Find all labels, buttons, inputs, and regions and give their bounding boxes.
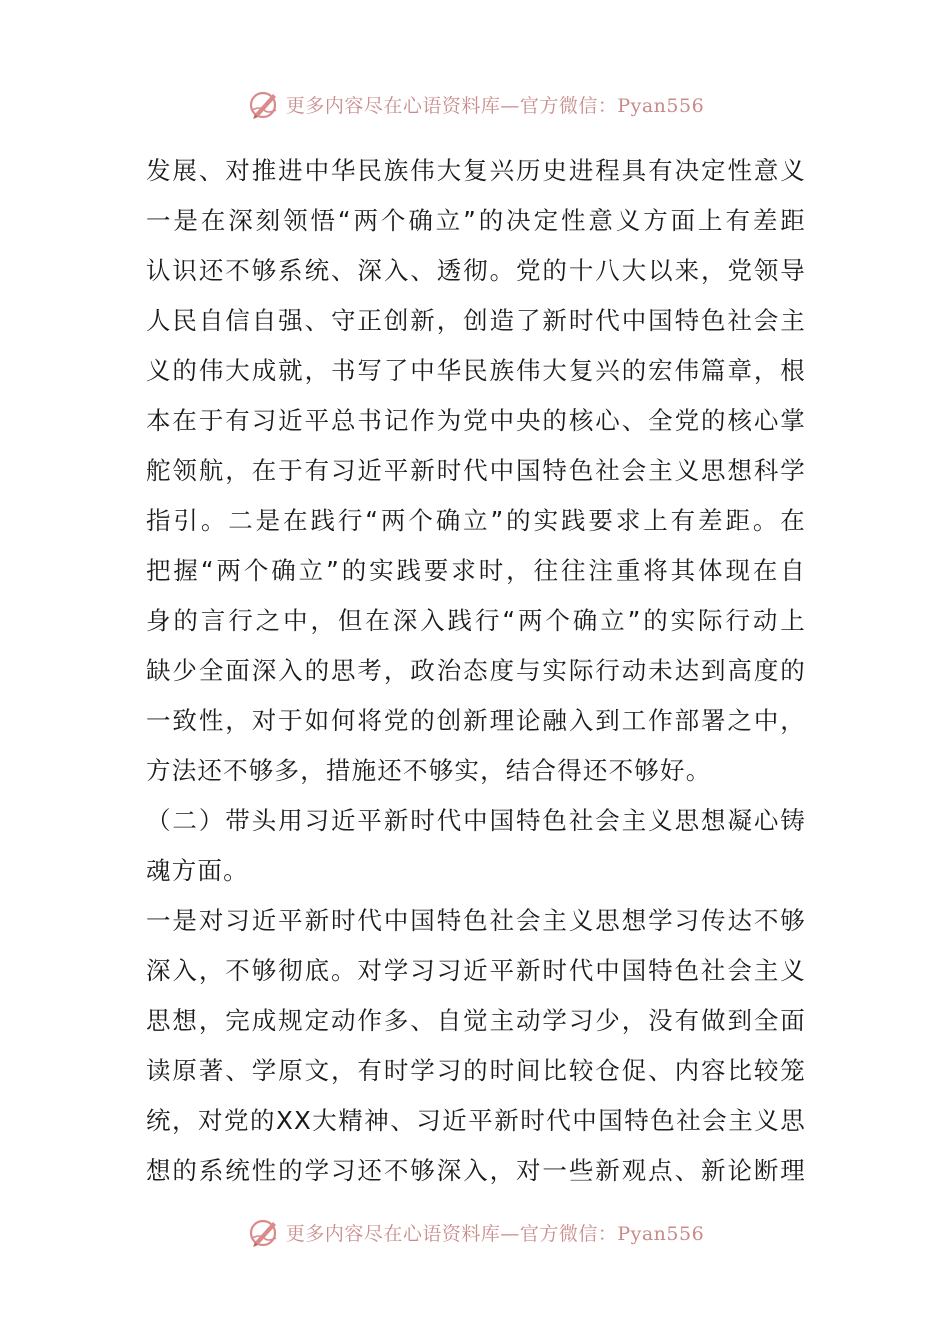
pen-logo-icon bbox=[246, 1214, 282, 1250]
text-line: 统，对党的XX大精神、习近平新时代中国特色社会主义思 bbox=[146, 1106, 806, 1135]
footer-banner bbox=[0, 1212, 950, 1252]
text-line: 一致性，对于如何将党的创新理论融入到工作部署之中， bbox=[146, 706, 806, 735]
text-line: 人民自信自强、守正创新，创造了新时代中国特色社会主 bbox=[146, 306, 806, 335]
text-line: 指引。二是在践行“两个确立”的实践要求上有差距。在 bbox=[146, 506, 806, 535]
text-line: 认识还不够系统、深入、透彻。党的十八大以来，党领导 bbox=[146, 256, 806, 285]
text-line: 发展、对推进中华民族伟大复兴历史进程具有决定性意义 bbox=[146, 156, 806, 185]
text-line: 义的伟大成就，书写了中华民族伟大复兴的宏伟篇章，根 bbox=[146, 356, 806, 385]
text-line: 方法还不够多，措施还不够实，结合得还不够好。 bbox=[146, 756, 712, 785]
section-heading-line: （二）带头用习近平新时代中国特色社会主义思想凝心铸 bbox=[146, 806, 806, 835]
header-banner bbox=[0, 84, 950, 124]
text-line: 想的系统性的学习还不够深入，对一些新观点、新论断理 bbox=[146, 1156, 806, 1185]
text-line: 缺少全面深入的思考，政治态度与实际行动未达到高度的 bbox=[146, 656, 806, 685]
text-line: 把握“两个确立”的实践要求时，往往注重将其体现在自 bbox=[146, 556, 806, 585]
text-line: 深入，不够彻底。对学习习近平新时代中国特色社会主义 bbox=[146, 956, 806, 985]
pen-logo-icon bbox=[246, 86, 282, 122]
text-line: 读原著、学原文，有时学习的时间比较仓促、内容比较笼 bbox=[146, 1056, 806, 1085]
text-line: 一是对习近平新时代中国特色社会主义思想学习传达不够 bbox=[146, 906, 806, 935]
text-line: 思想，完成规定动作多、自觉主动学习少，没有做到全面 bbox=[146, 1006, 806, 1035]
footer-banner-text: 更多内容尽在心语资料库—官方微信：Pyan556 bbox=[285, 1222, 705, 1245]
text-line: 身的言行之中，但在深入践行“两个确立”的实际行动上 bbox=[146, 606, 806, 635]
body-text bbox=[146, 146, 806, 1196]
section-heading-line: 魂方面。 bbox=[146, 856, 249, 885]
text-line: 舵领航，在于有习近平新时代中国特色社会主义思想科学 bbox=[146, 456, 806, 485]
header-banner-text: 更多内容尽在心语资料库—官方微信：Pyan556 bbox=[285, 94, 705, 117]
text-line: 本在于有习近平总书记作为党中央的核心、全党的核心掌 bbox=[146, 406, 806, 435]
text-line: 一是在深刻领悟“两个确立”的决定性意义方面上有差距 bbox=[146, 206, 806, 235]
